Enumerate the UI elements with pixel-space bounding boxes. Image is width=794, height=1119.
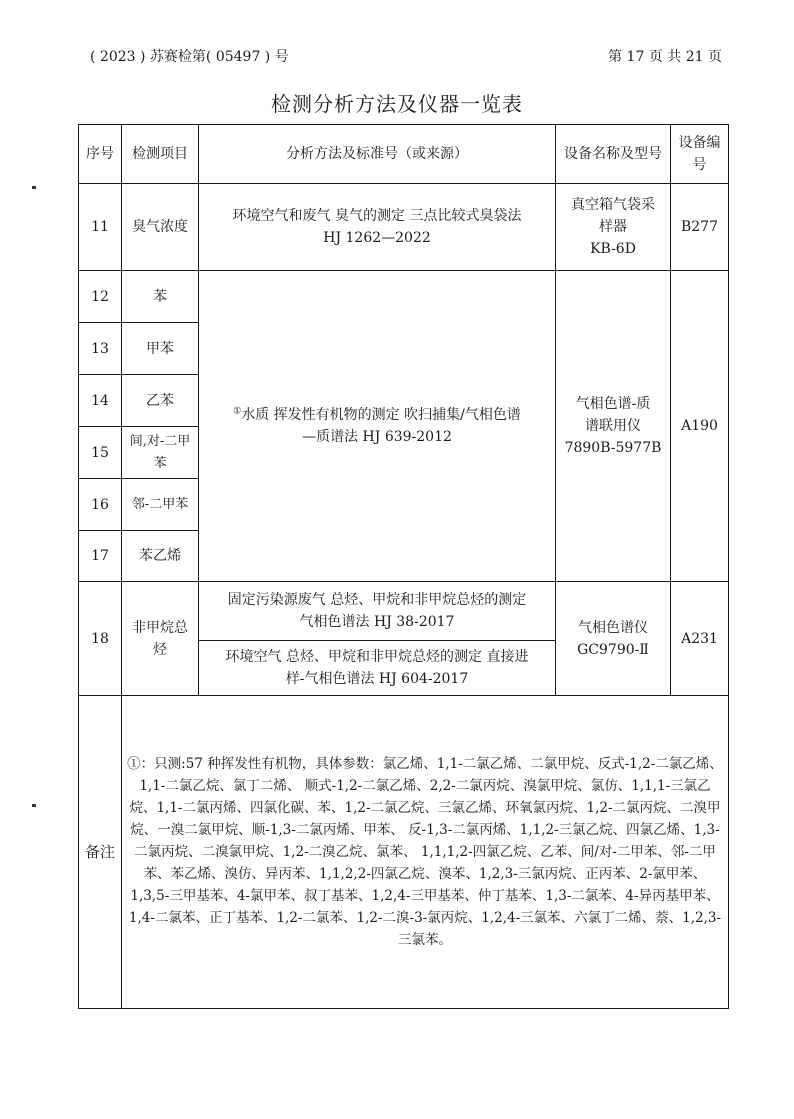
- table-row: [79, 582, 729, 641]
- row-seq: 12: [79, 271, 122, 323]
- row-item: 间,对-二甲苯: [122, 427, 199, 479]
- scan-mark: [32, 186, 36, 189]
- row-seq: 15: [79, 427, 122, 479]
- col-header-item: 检测项目: [122, 125, 199, 184]
- table-row: [79, 184, 729, 271]
- col-header-seq: 序号: [79, 125, 122, 184]
- row-item: 臭气浓度: [122, 184, 199, 271]
- device-line: 7890B-5977B: [564, 440, 662, 456]
- methods-table: [78, 124, 729, 1009]
- table-row: [79, 271, 729, 323]
- col-header-method: 分析方法及标准号（或来源）: [199, 125, 556, 184]
- device-line: GC9790-Ⅱ: [577, 641, 649, 658]
- row-device-no: B277: [671, 184, 729, 271]
- row-seq: 14: [79, 375, 122, 427]
- row-seq: 11: [79, 184, 122, 271]
- voc-device-no: A190: [671, 271, 729, 582]
- table-header-row: [79, 125, 729, 184]
- page-title: 检测分析方法及仪器一览表: [271, 92, 523, 116]
- method-line: —质谱法 HJ 639-2012: [302, 429, 452, 445]
- row-method: [199, 641, 556, 696]
- device-line: 样器: [599, 219, 627, 235]
- row-seq: 18: [79, 582, 122, 696]
- row-device: [556, 582, 671, 696]
- remarks-text: ①：只测:57 种挥发性有机物，具体参数：氯乙烯、1,1-二氯乙烯、二氯甲烷、反式-1,2-二氯乙烯、1,1-二氯乙烷、氯丁二烯、 顺式-1,2-二氯乙烯、2,2-二氯丙烷、溴氯甲烷、氯仿、1,1,1-三氯乙烷、1,1-二氯丙烯、四氯化碳、苯、1,2-二氯乙烷、三氯乙烯、环氧氯丙烷、1,2-二氯丙烷、二溴甲烷、一溴二氯甲烷、顺-1,3-二氯丙烯、甲苯、 反-1,3-二氯丙烯、1,1,2-三氯乙烷、四氯乙烯、1,3-二氯丙烷、二溴氯甲烷、1,2-二溴乙烷、氯苯、 1,1,1,2-四氯乙烷、乙苯、间/对-二甲苯、邻-二甲苯、苯乙烯、溴仿、异丙苯、1,1,2,2-四氯乙烷、溴苯、1,2,3-三氯丙烷、正丙苯、2-氯甲苯、1,3,5-三甲基苯、4-氯甲苯、叔丁基苯、1,2,4-三甲基苯、仲丁基苯、1,3-二氯苯、4-异丙基甲苯、1,4-二氯苯、正丁基苯、1,2-二氯苯、1,2-二溴-3-氯丙烷、1,2,4-三氯苯、六氯丁二烯、萘、1,2,3-三氯苯。: [122, 696, 729, 1009]
- scan-mark: [32, 804, 36, 807]
- method-line: 气相色谱法 HJ 38-2017: [299, 614, 455, 630]
- remarks-label: 备注: [79, 696, 122, 1009]
- device-line: KB-6D: [590, 241, 636, 257]
- report-number: ( 2023 ) 苏赛检第( 05497 ) 号: [90, 49, 289, 65]
- remarks-row: [79, 696, 729, 1009]
- row-device-no: A231: [671, 582, 729, 696]
- method-line: 样-气相色谱法 HJ 604-2017: [285, 671, 469, 687]
- method-line: 环境空气 总烃、甲烷和非甲烷总烃的测定 直接进: [225, 649, 529, 665]
- method-line: 固定污染源废气 总烃、甲烷和非甲烷总烃的测定: [227, 592, 527, 608]
- voc-method: [199, 271, 556, 582]
- row-item: 乙苯: [122, 375, 199, 427]
- device-line: 气相色谱-质: [575, 396, 651, 412]
- row-seq: 17: [79, 531, 122, 582]
- voc-device: [556, 271, 671, 582]
- row-item: 苯: [122, 271, 199, 323]
- page-indicator: 第 17 页 共 21 页: [608, 49, 722, 65]
- device-line: 真空箱气袋采: [571, 197, 655, 213]
- method-line: 环境空气和废气 臭气的测定 三点比较式臭袋法: [232, 208, 522, 224]
- row-item: 邻-二甲苯: [122, 479, 199, 531]
- row-seq: 16: [79, 479, 122, 531]
- row-item: 苯乙烯: [122, 531, 199, 582]
- method-line: HJ 1262—2022: [323, 230, 431, 246]
- device-line: 气相色谱仪: [578, 619, 648, 636]
- row-seq: 13: [79, 323, 122, 375]
- row-method: [199, 582, 556, 641]
- row-item: 非甲烷总烃: [122, 582, 199, 696]
- col-header-device-no: 设备编号: [671, 125, 729, 184]
- device-line: 谱联用仪: [585, 418, 641, 434]
- footnote-mark: ①: [233, 406, 242, 417]
- col-header-device: 设备名称及型号: [556, 125, 671, 184]
- row-device: [556, 184, 671, 271]
- method-line: ①水质 挥发性有机物的测定 吹扫捕集/气相色谱: [233, 406, 521, 423]
- row-method: [199, 184, 556, 271]
- row-item: 甲苯: [122, 323, 199, 375]
